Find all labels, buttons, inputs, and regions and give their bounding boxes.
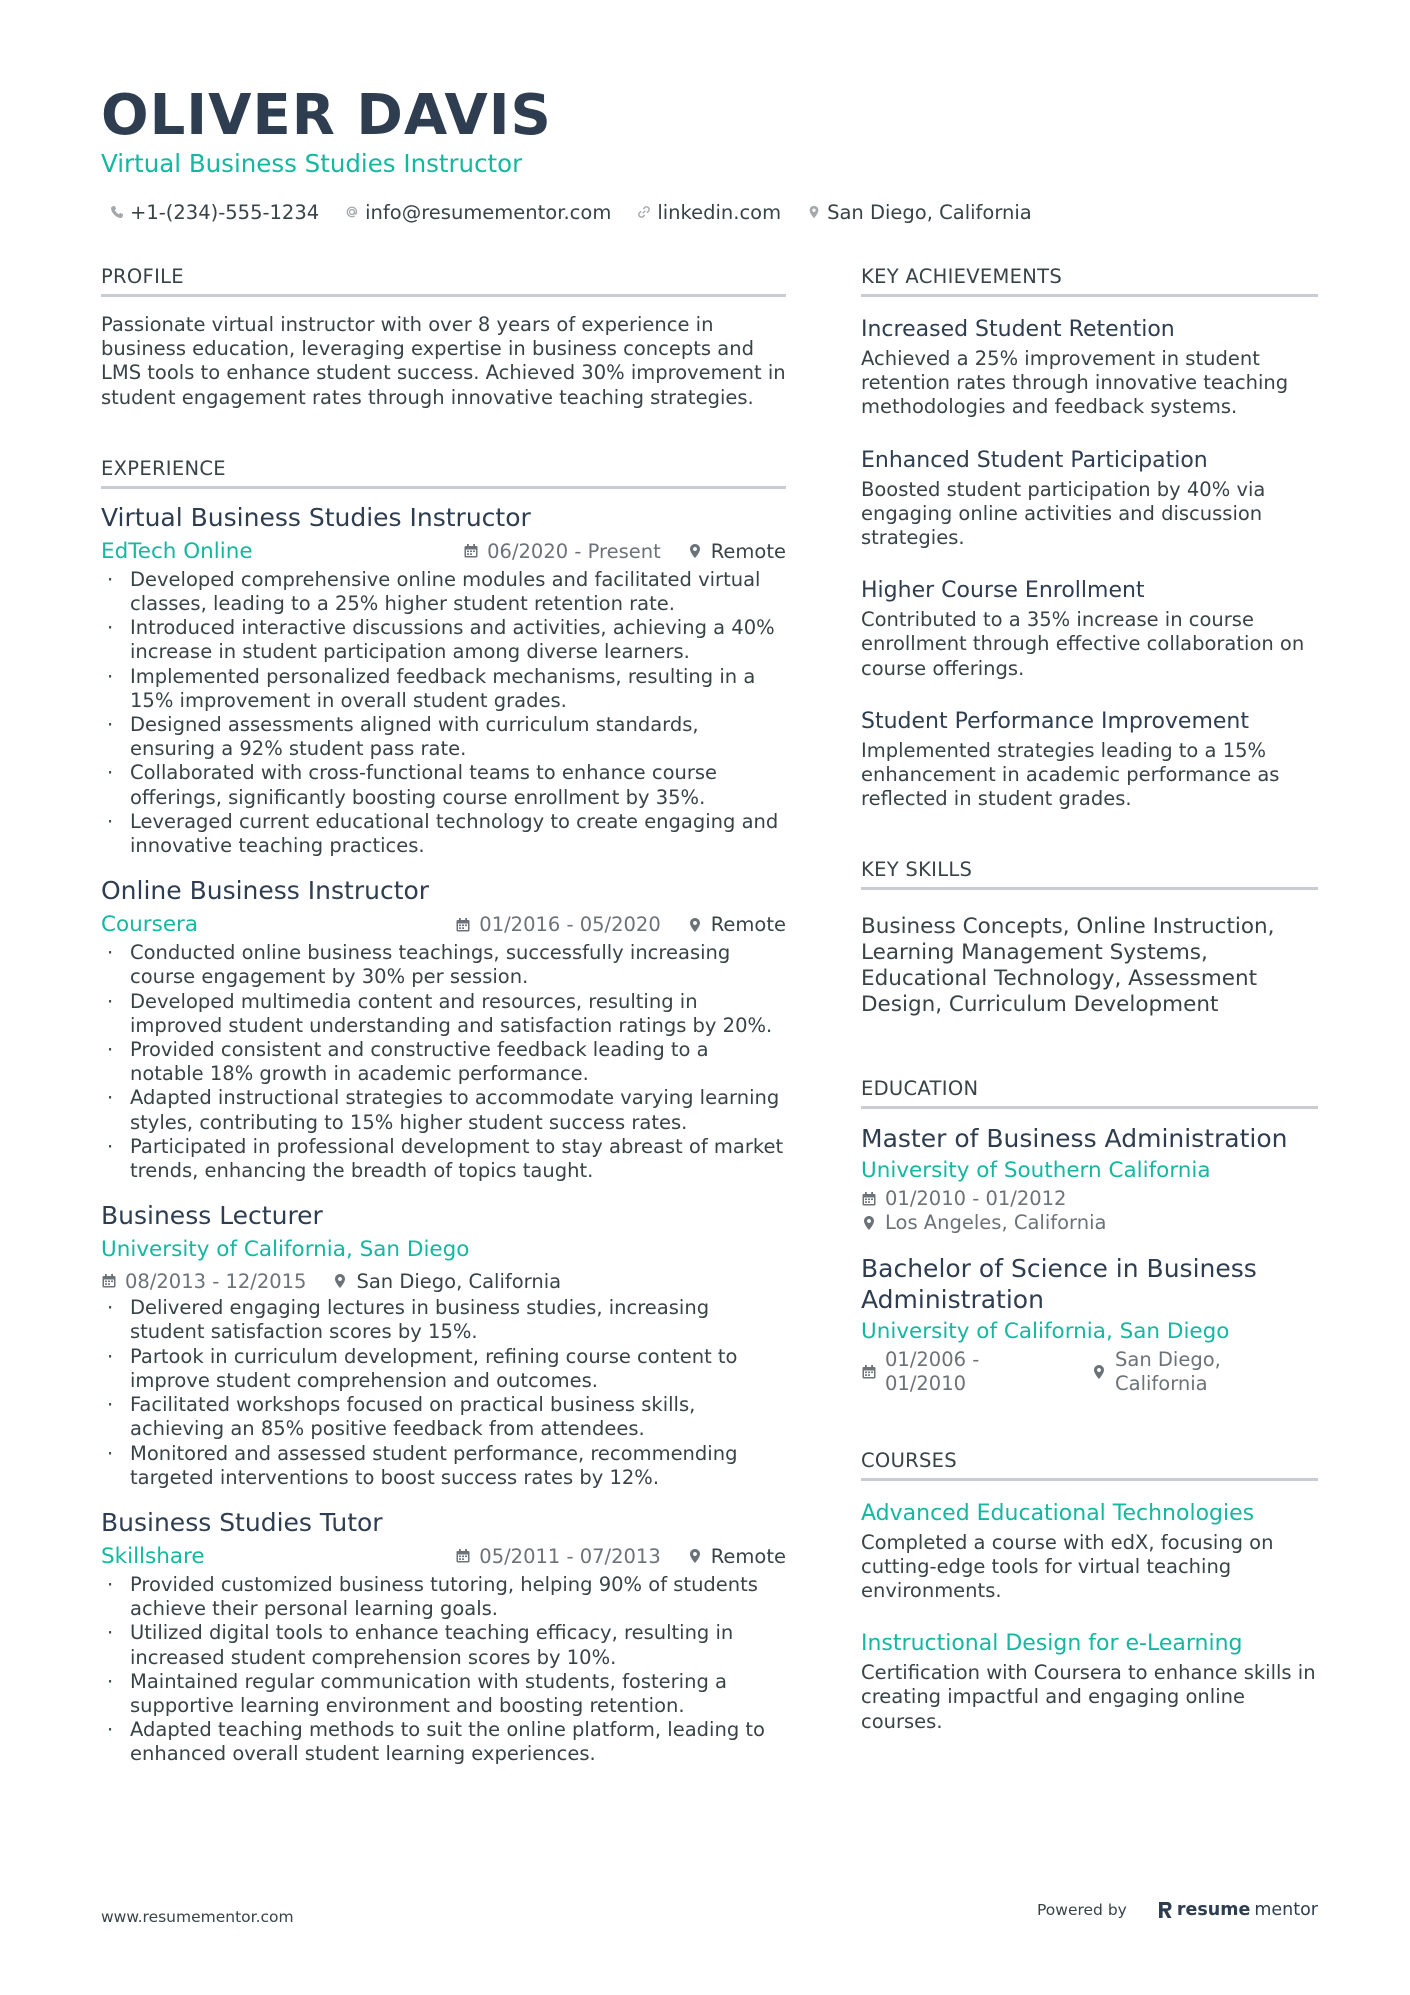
job-entry <box>101 501 786 858</box>
education-location-text: San Diego, California <box>1115 1347 1221 1395</box>
job-meta-info <box>455 1545 786 1568</box>
location-pin-icon <box>861 1215 877 1231</box>
phone-text: +1-(234)-555-1234 <box>130 200 320 224</box>
powered-by-label: Powered by <box>1037 1901 1127 1919</box>
education-school: University of California, San Diego <box>861 1318 1230 1344</box>
location-pin-icon <box>687 1548 703 1564</box>
achievements-list <box>861 315 1318 811</box>
job-bullet: · Utilized digital tools to enhance teaching efficacy, resulting in increased student comprehension scores by 10%. <box>101 1621 786 1669</box>
job-dates-text: 06/2020 - Present <box>487 539 661 563</box>
job-bullets <box>101 941 786 1183</box>
education-location-text: Los Angeles, California <box>885 1210 1107 1234</box>
job-location-text: Remote <box>710 1544 786 1568</box>
job-entry <box>101 1199 786 1490</box>
achievement-desc: Contributed to a 35% increase in course enrollment through effective collaboration on course offerings. <box>861 608 1305 680</box>
candidate-name: OLIVER DAVIS <box>101 83 552 148</box>
education-degree: Master of Business Administration <box>861 1123 1288 1153</box>
job-bullet: · Provided customized business tutoring, helping 90% of students achieve their personal learning goals. <box>101 1573 786 1621</box>
education-meta <box>861 1348 1318 1396</box>
achievement-desc: Achieved a 25% improvement in student retention rates through innovative teaching methodologies and feedback systems. <box>861 347 1289 419</box>
location-pin-icon <box>332 1273 348 1289</box>
achievement-item <box>861 315 1318 420</box>
education-school: University of Southern California <box>861 1157 1211 1183</box>
job-company: University of California, San Diego <box>101 1237 470 1263</box>
education-dates-text: 01/2006 - 01/2010 <box>885 1347 980 1395</box>
phone-icon <box>110 205 124 219</box>
location-pin-icon <box>687 917 703 933</box>
education-dates <box>861 1187 1318 1211</box>
location-pin-icon <box>1091 1364 1107 1380</box>
resumementor-logo-icon <box>1157 1900 1173 1920</box>
achievement-title: Higher Course Enrollment <box>861 578 1145 604</box>
education-item <box>861 1123 1318 1235</box>
achievement-desc: Implemented strategies leading to a 15% enhancement in academic performance as reflected in student grades. <box>861 738 1280 811</box>
education-dates <box>861 1348 1065 1396</box>
job-company: EdTech Online <box>101 538 253 564</box>
education-degree: Bachelor of Science in Business Administration <box>861 1253 1257 1314</box>
achievement-item <box>861 576 1318 681</box>
job-company-row <box>101 1233 786 1266</box>
job-bullet: · Participated in professional development to stay abreast of market trends, enhancing the breadth of topics taught. <box>101 1135 786 1183</box>
education-list <box>861 1123 1318 1396</box>
footer-website[interactable]: www.resumementor.com <box>101 1908 294 1926</box>
job-dates <box>101 1270 306 1293</box>
skills-heading: KEY SKILLS <box>861 857 1318 890</box>
location-pin-icon <box>807 205 821 219</box>
education-location <box>1091 1348 1318 1396</box>
education-dates-text: 01/2010 - 01/2012 <box>885 1186 1067 1210</box>
link-icon <box>637 205 651 219</box>
job-bullets <box>101 1296 786 1490</box>
job-bullet: · Collaborated with cross-functional teams to enhance course offerings, significantly boosting course enrollment by 35%. <box>101 761 786 809</box>
job-bullet: · Implemented personalized feedback mechanisms, resulting in a 15% improvement in overall student grades. <box>101 665 786 713</box>
job-location-text: San Diego, California <box>356 1269 562 1293</box>
calendar-icon <box>861 1191 877 1207</box>
job-location-text: Remote <box>710 913 786 937</box>
contact-phone[interactable] <box>110 201 319 224</box>
job-entry <box>101 874 786 1183</box>
job-title: Business Studies Tutor <box>101 1507 383 1537</box>
location-text: San Diego, California <box>827 200 1032 224</box>
contact-email[interactable] <box>345 201 611 224</box>
job-bullet: · Introduced interactive discussions and activities, achieving a 40% increase in student participation among diverse learners. <box>101 616 786 664</box>
profile-heading: PROFILE <box>101 264 786 297</box>
footer-branding <box>1037 1900 1318 1920</box>
job-company: Skillshare <box>101 1543 205 1569</box>
calendar-icon <box>861 1364 877 1380</box>
job-bullets <box>101 1573 786 1767</box>
job-dates <box>455 913 660 936</box>
job-company-row <box>101 1540 786 1573</box>
courses-heading: COURSES <box>861 1448 1318 1481</box>
job-dates-text: 08/2013 - 12/2015 <box>125 1269 307 1293</box>
experience-heading: EXPERIENCE <box>101 456 786 489</box>
job-bullet: · Facilitated workshops focused on practical business skills, achieving an 85% positive feedback from attendees. <box>101 1393 786 1441</box>
job-location <box>687 540 786 563</box>
course-title: Instructional Design for e-Learning <box>861 1631 1243 1657</box>
email-text: info@resumementor.com <box>365 200 612 224</box>
left-column <box>101 264 786 1767</box>
brand-name-part2: mentor <box>1254 1900 1318 1920</box>
job-bullet: · Adapted instructional strategies to accommodate varying learning styles, contributing to 15% higher student success rates. <box>101 1086 786 1134</box>
contact-bar <box>110 198 1032 226</box>
job-bullet: · Maintained regular communication with students, fostering a supportive learning environment and boosting retention. <box>101 1670 786 1718</box>
job-bullet: · Delivered engaging lectures in business studies, increasing student satisfaction scores by 15%. <box>101 1296 786 1344</box>
profile-text: Passionate virtual instructor with over 8 years of experience in business education, leveraging expertise in business concepts and LMS tools to enhance student success. Achieved 30% improvement in student engagement rates through innovative teaching strategies. <box>101 313 786 409</box>
calendar-icon <box>455 1548 471 1564</box>
job-title: Business Lecturer <box>101 1201 323 1231</box>
course-desc: Certification with Coursera to enhance skills in creating impactful and engaging online courses. <box>861 1661 1316 1733</box>
job-dates-text: 01/2016 - 05/2020 <box>479 913 661 937</box>
job-company-row <box>101 535 786 568</box>
course-item <box>861 1629 1318 1734</box>
job-bullet: · Partook in curriculum development, refining course content to improve student comprehension and outcomes. <box>101 1345 786 1393</box>
job-title: Online Business Instructor <box>101 876 430 906</box>
job-location <box>687 1545 786 1568</box>
job-location <box>687 913 786 936</box>
education-location <box>861 1211 1318 1235</box>
job-dates-text: 05/2011 - 07/2013 <box>479 1544 661 1568</box>
calendar-icon <box>463 543 479 559</box>
achievement-title: Increased Student Retention <box>861 317 1175 342</box>
job-company: Coursera <box>101 912 199 938</box>
achievement-title: Enhanced Student Participation <box>861 447 1208 473</box>
achievements-heading: KEY ACHIEVEMENTS <box>861 264 1318 297</box>
job-entry <box>101 1506 786 1767</box>
calendar-icon <box>101 1273 117 1289</box>
brand-name-part1: resume <box>1176 1900 1251 1920</box>
skills-text: Business Concepts, Online Instruction, Learning Management Systems, Educational Technology, Assessment Design, Curriculum Development <box>861 914 1275 1017</box>
job-meta-info <box>101 1270 561 1293</box>
right-column <box>861 264 1318 1734</box>
contact-location <box>807 201 1032 224</box>
location-pin-icon <box>687 543 703 559</box>
course-item <box>861 1499 1318 1604</box>
at-sign-icon <box>345 205 359 219</box>
course-title: Advanced Educational Technologies <box>861 1500 1255 1526</box>
achievement-item <box>861 446 1318 551</box>
job-bullet: · Designed assessments aligned with curriculum standards, ensuring a 92% student pass rate. <box>101 713 786 761</box>
calendar-icon <box>455 917 471 933</box>
contact-linkedin[interactable] <box>637 201 781 224</box>
job-bullet: · Developed multimedia content and resources, resulting in improved student understanding and satisfaction ratings by 20%. <box>101 990 786 1038</box>
achievement-item <box>861 707 1318 812</box>
job-title: Virtual Business Studies Instructor <box>101 502 531 532</box>
job-bullet: · Developed comprehensive online modules and facilitated virtual classes, leading to a 25% higher student retention rate. <box>101 568 786 616</box>
job-meta-info <box>463 540 786 563</box>
linkedin-text: linkedin.com <box>657 200 782 224</box>
education-item <box>861 1253 1318 1396</box>
job-bullet: · Provided consistent and constructive feedback leading to a notable 18% growth in academic performance. <box>101 1038 786 1086</box>
job-bullet: · Monitored and assessed student performance, recommending targeted interventions to boost success rates by 12%. <box>101 1442 786 1490</box>
job-meta-row <box>101 1266 786 1296</box>
job-bullet: · Leveraged current educational technology to create engaging and innovative teaching practices. <box>101 810 786 858</box>
brand-logo[interactable] <box>1157 1900 1318 1920</box>
achievement-title: Student Performance Improvement <box>861 708 1249 734</box>
achievement-desc: Boosted student participation by 40% via engaging online activities and discussion strategies. <box>861 477 1266 550</box>
job-bullets <box>101 568 786 858</box>
job-dates <box>455 1545 660 1568</box>
job-bullet: · Adapted teaching methods to suit the online platform, leading to enhanced overall student learning experiences. <box>101 1718 786 1766</box>
job-meta-info <box>455 913 786 936</box>
job-dates <box>463 540 661 563</box>
job-company-row <box>101 908 786 941</box>
candidate-title: Virtual Business Studies Instructor <box>101 149 523 178</box>
job-location-text: Remote <box>710 539 786 563</box>
education-heading: EDUCATION <box>861 1076 1318 1109</box>
job-bullet: · Conducted online business teachings, successfully increasing course engagement by 30% per session. <box>101 941 786 989</box>
course-desc: Completed a course with edX, focusing on cutting-edge tools for virtual teaching environments. <box>861 1530 1274 1603</box>
experience-list <box>101 501 786 1767</box>
job-location <box>332 1270 561 1293</box>
courses-list <box>861 1499 1318 1734</box>
